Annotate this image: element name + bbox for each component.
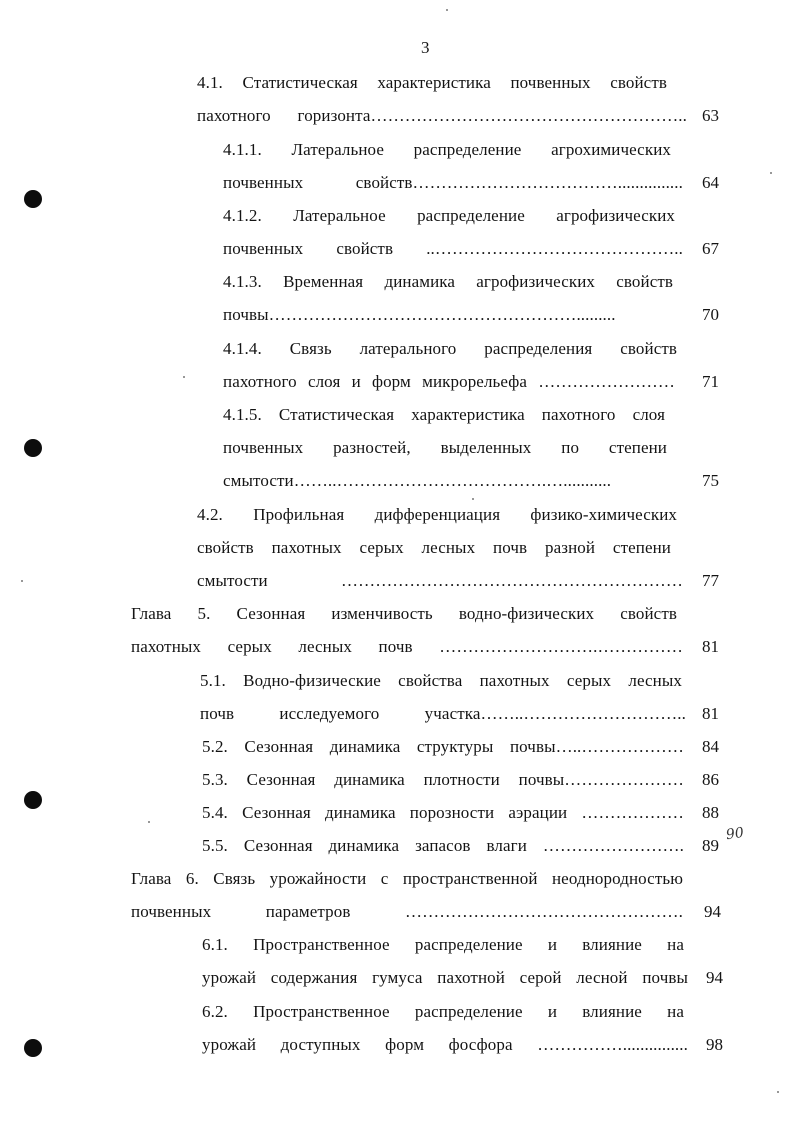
- toc-entry-5-4-page: 88: [702, 803, 719, 822]
- toc-entry-5-3: 5.3. Сезонная динамика плотности почвы…………………: [202, 770, 684, 789]
- toc-entry-4-1-2-line-1: 4.1.2. Латеральное распределение агрофизических: [223, 206, 675, 225]
- scan-speck: [770, 172, 772, 174]
- handwritten-note: 90: [724, 824, 745, 844]
- toc-entry-4-2-line-3: смытости ……………………………………………………: [197, 571, 683, 590]
- toc-entry-5-4: 5.4. Сезонная динамика порозности аэрации ………………: [202, 803, 684, 822]
- scan-speck: [777, 1091, 779, 1093]
- page-number: 3: [421, 38, 430, 57]
- toc-entry-5-2: 5.2. Сезонная динамика структуры почвы…..………………: [202, 737, 684, 756]
- binder-hole: [24, 190, 42, 208]
- scan-speck: [446, 9, 448, 11]
- toc-chapter-6-page: 94: [704, 902, 721, 921]
- toc-entry-6-1-line-2: урожай содержания гумуса пахотной серой лесной почвы: [202, 968, 688, 987]
- binder-hole: [24, 1039, 42, 1057]
- toc-entry-4-1-2-page: 67: [702, 239, 719, 258]
- toc-chapter-5-page: 81: [702, 637, 719, 656]
- toc-entry-4-1-1-page: 64: [702, 173, 719, 192]
- toc-entry-5-1-page: 81: [702, 704, 719, 723]
- toc-entry-4-1-1-line-1: 4.1.1. Латеральное распределение агрохимических: [223, 140, 671, 159]
- toc-entry-4-1-1-line-2: почвенных свойств………………………………...............: [223, 173, 683, 192]
- toc-chapter-5-line-1: Глава 5. Сезонная изменчивость водно-физических свойств: [131, 604, 677, 623]
- toc-entry-6-1-line-1: 6.1. Пространственное распределение и влияние на: [202, 935, 684, 954]
- toc-entry-4-1-5-line-3: смытости……..……………………………….…...........: [223, 471, 612, 490]
- toc-entry-5-3-page: 86: [702, 770, 719, 789]
- toc-entry-4-1-5-line-1: 4.1.5. Статистическая характеристика пахотного слоя: [223, 405, 665, 424]
- toc-chapter-6-line-1: Глава 6. Связь урожайности с пространственной неоднородностью: [131, 869, 683, 888]
- toc-entry-5-5: 5.5. Сезонная динамика запасов влаги …………………….: [202, 836, 684, 855]
- toc-entry-4-1-4-line-1: 4.1.4. Связь латерального распределения свойств: [223, 339, 677, 358]
- binder-hole: [24, 439, 42, 457]
- toc-entry-4-2-page: 77: [702, 571, 719, 590]
- toc-entry-4-2-line-1: 4.2. Профильная дифференциация физико-химических: [197, 505, 677, 524]
- toc-entry-6-2-line-1: 6.2. Пространственное распределение и влияние на: [202, 1002, 684, 1021]
- toc-entry-5-1-line-2: почв исследуемого участка……..………………………..: [200, 704, 686, 723]
- toc-chapter-6-line-2: почвенных параметров ………………………………………….: [131, 902, 683, 921]
- toc-entry-4-2-line-2: свойств пахотных серых лесных почв разной степени: [197, 538, 671, 557]
- toc-entry-4-1-line-2: пахотного горизонта………………………………………………..: [197, 106, 687, 125]
- binder-hole: [24, 791, 42, 809]
- toc-entry-4-1-3-page: 70: [702, 305, 719, 324]
- toc-entry-6-2-line-2: урожай доступных форм фосфора ……………...............: [202, 1035, 688, 1054]
- toc-entry-4-1-3-line-1: 4.1.3. Временная динамика агрофизических свойств: [223, 272, 673, 291]
- toc-entry-4-1-4-page: 71: [702, 372, 719, 391]
- toc-entry-6-1-page: 94: [706, 968, 723, 987]
- toc-entry-4-1-5-page: 75: [702, 471, 719, 490]
- toc-entry-4-1-line-1: 4.1. Статистическая характеристика почвенных свойств: [197, 73, 667, 92]
- scan-speck: [148, 821, 150, 823]
- toc-entry-4-1-4-line-2: пахотного слоя и форм микрорельефа ……………………: [223, 372, 675, 391]
- toc-entry-4-1-2-line-2: почвенных свойств ..……………………………………..: [223, 239, 683, 258]
- toc-chapter-5-line-2: пахотных серых лесных почв ……………………….……………: [131, 637, 683, 656]
- toc-entry-5-2-page: 84: [702, 737, 719, 756]
- toc-entry-4-1-5-line-2: почвенных разностей, выделенных по степени: [223, 438, 667, 457]
- toc-entry-5-5-page: 89: [702, 836, 719, 855]
- scan-speck: [21, 580, 23, 582]
- toc-entry-4-1-3-line-2: почвы……………………………………………….........: [223, 305, 616, 324]
- toc-entry-4-1-page: 63: [702, 106, 719, 125]
- scan-speck: [183, 376, 185, 378]
- scan-speck: [472, 498, 474, 500]
- toc-entry-6-2-page: 98: [706, 1035, 723, 1054]
- toc-entry-5-1-line-1: 5.1. Водно-физические свойства пахотных серых лесных: [200, 671, 682, 690]
